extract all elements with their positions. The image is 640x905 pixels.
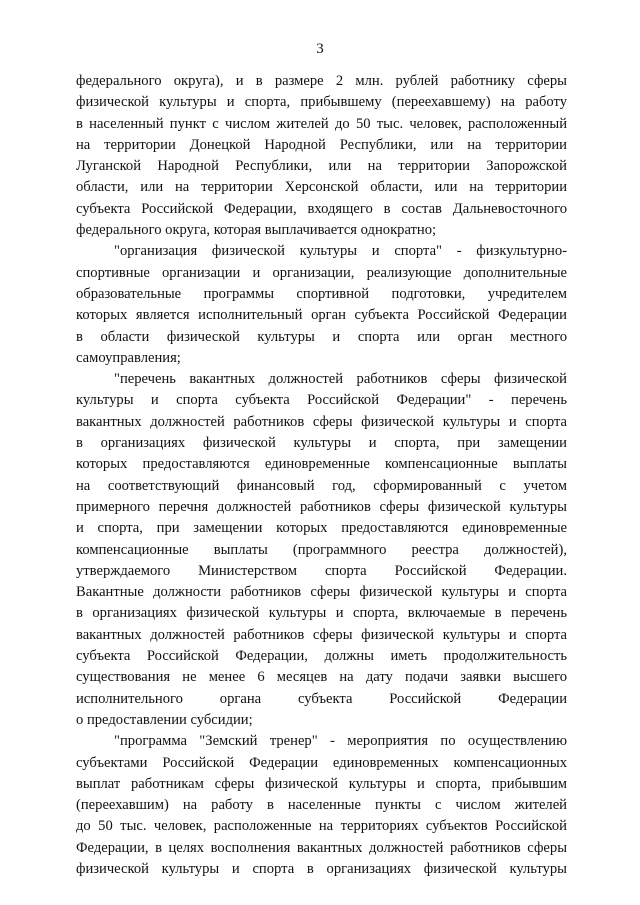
text-line: в населенный пункт с числом жителей до 50 тыс. человек, расположенный — [76, 115, 567, 132]
text-line: субъекта Российской Федерации, должны иметь продолжительность — [76, 648, 567, 665]
text-line: до 50 тыс. человек, расположенные на территориях субъектов Российской — [76, 818, 567, 835]
text-line: в организациях физической культуры и спорта, при замещении — [76, 435, 567, 452]
text-line: субъекта Российской Федерации, входящего в состав Дальневосточного — [76, 200, 567, 217]
text-line: на соответствующий финансовый год, сформированный с учетом — [76, 477, 567, 494]
text-line: исполнительного органа субъекта Российской Федерации — [76, 690, 567, 707]
text-line: Вакантные должности работников сферы физической культуры и спорта — [76, 584, 567, 601]
text-line: спортивные организации и организации, реализующие дополнительные — [76, 264, 567, 281]
text-line: утверждаемого Министерством спорта Российской Федерации. — [76, 562, 567, 579]
text-line: физической культуры и спорта в организациях физической культуры — [76, 860, 567, 877]
text-line: области, или на территории Херсонской области, или на территории — [76, 179, 567, 196]
text-line: и спорта, при замещении которых предоставляются единовременные — [76, 520, 567, 537]
text-line: "организация физической культуры и спорта" - физкультурно- — [114, 243, 567, 260]
text-line: о предоставлении субсидии; — [76, 711, 253, 728]
page-number: 3 — [316, 41, 324, 57]
text-line: федерального округа, которая выплачивается однократно; — [76, 222, 437, 239]
text-line: (переехавшим) на работу в населенные пункты с числом жителей — [76, 797, 567, 814]
text-line: вакантных должностей работников сферы физической культуры и спорта — [76, 626, 567, 643]
text-line: примерного перечня должностей работников сферы физической культуры — [76, 498, 567, 515]
text-line: на территории Донецкой Народной Республики, или на территории — [76, 136, 567, 153]
text-line: в области физической культуры и спорта или орган местного — [76, 328, 567, 345]
text-line: культуры и спорта субъекта Российской Федерации" - перечень — [76, 392, 567, 409]
text-line: существования не менее 6 месяцев на дату подачи заявки высшего — [76, 669, 567, 686]
text-line: вакантных должностей работников сферы физической культуры и спорта — [76, 413, 567, 430]
text-line: физической культуры и спорта, прибывшему (переехавшему) на работу — [76, 94, 567, 111]
text-line: которых предоставляются единовременные компенсационные выплаты — [76, 456, 567, 473]
text-line: Луганской Народной Республики, или на территории Запорожской — [76, 158, 567, 175]
text-line: компенсационные выплаты (программного реестра должностей), — [76, 541, 567, 558]
text-line: субъектами Российской Федерации единовременных компенсационных — [76, 754, 567, 771]
document-body — [76, 71, 567, 880]
text-line: образовательные программы спортивной подготовки, учредителем — [76, 285, 567, 302]
text-line: которых является исполнительный орган субъекта Российской Федерации — [76, 307, 567, 324]
text-line: "программа "Земский тренер" - мероприятия по осуществлению — [114, 733, 567, 750]
text-line: Федерации, в целях восполнения вакантных должностей работников сферы — [76, 839, 567, 856]
text-line: "перечень вакантных должностей работников сферы физической — [114, 371, 567, 388]
text-line: федерального округа), и в размере 2 млн. рублей работнику сферы — [76, 73, 567, 89]
text-line: выплат работникам сферы физической культуры и спорта, прибывшим — [76, 775, 567, 792]
text-line: самоуправления; — [76, 349, 181, 366]
text-line: в организациях физической культуры и спорта, включаемые в перечень — [76, 605, 567, 622]
